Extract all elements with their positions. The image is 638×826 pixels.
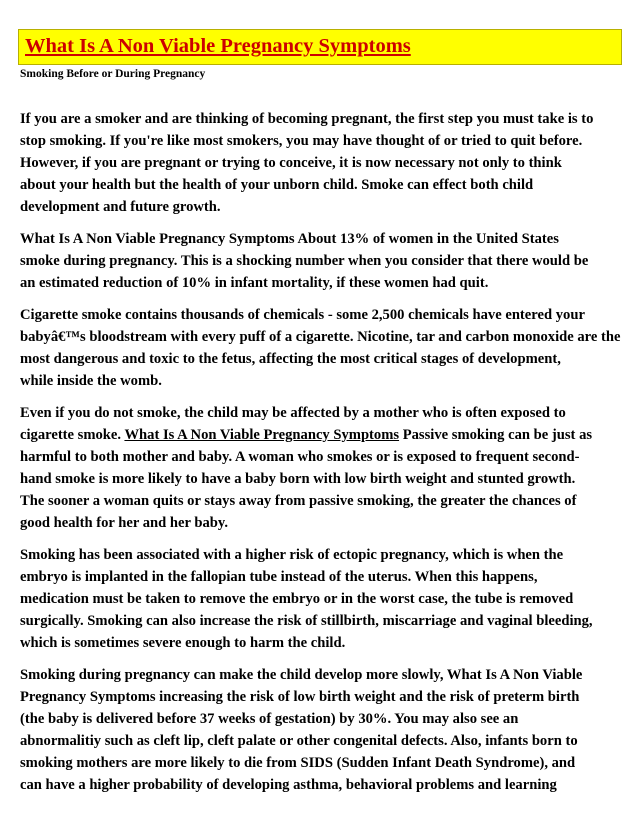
page-title: What Is A Non Viable Pregnancy Symptoms [25,35,411,57]
text-line: smoking mothers are more likely to die from SIDS (Sudden Infant Death Syndrome), and [20,755,576,771]
text-line: stop smoking. If you're like most smokers, you may have thought of or tried to quit before. [20,133,583,149]
paragraph-5 [20,544,638,654]
text-line: most dangerous and toxic to the fetus, affecting the most critical stages of development, [20,351,561,367]
text-line: babyâ€™s bloodstream with every puff of a cigarette. Nicotine, tar and carbon monoxide are the [20,329,621,345]
text-line: If you are a smoker and are thinking of becoming pregnant, the first step you must take is to [20,111,594,127]
text-line: smoke during pregnancy. This is a shocking number when you consider that there would be [20,253,589,269]
text-line: surgically. Smoking can also increase the risk of stillbirth, miscarriage and vaginal bleeding, [20,613,593,629]
text-line: can have a higher probability of developing asthma, behavioral problems and learning [20,777,557,793]
text-line: The sooner a woman quits or stays away from passive smoking, the greater the chances of [20,493,577,509]
paragraph-1 [20,108,638,218]
page-subtitle: Smoking Before or During Pregnancy [20,68,206,80]
text-line: embryo is implanted in the fallopian tube instead of the uterus. When this happens, [20,569,538,585]
paragraph-6 [20,664,638,796]
text-line: What Is A Non Viable Pregnancy Symptoms About 13% of women in the United States [20,231,559,247]
article-body [20,108,638,806]
text-line: while inside the womb. [20,373,162,389]
paragraph-3 [20,304,638,392]
text-line: However, if you are pregnant or trying to conceive, it is now necessary not only to think [20,155,562,171]
text-line: about your health but the health of your unborn child. Smoke can effect both child [20,177,534,193]
text-segment: Passive smoking can be just as [399,427,593,443]
text-line: (the baby is delivered before 37 weeks of gestation) by 30%. You may also see an [20,711,519,727]
text-line: development and future growth. [20,199,221,215]
text-line: Even if you do not smoke, the child may be affected by a mother who is often exposed to [20,405,566,421]
text-line: abnormalitiy such as cleft lip, cleft palate or other congenital defects. Also, infants born to [20,733,578,749]
text-line: harmful to both mother and baby. A woman who smokes or is exposed to frequent second- [20,449,580,465]
text-line-with-link [20,424,638,446]
text-line: hand smoke is more likely to have a baby born with low birth weight and stunted growth. [20,471,576,487]
text-line: Smoking during pregnancy can make the child develop more slowly, What Is A Non Viable [20,667,583,683]
paragraph-2 [20,228,638,294]
text-line: medication must be taken to remove the embryo or in the worst case, the tube is removed [20,591,574,607]
text-line: an estimated reduction of 10% in infant mortality, if these women had quit. [20,275,489,291]
paragraph-4 [20,402,638,534]
text-segment: cigarette smoke. [20,427,125,443]
text-line: Pregnancy Symptoms increasing the risk of low birth weight and the risk of preterm birth [20,689,580,705]
text-line: Smoking has been associated with a higher risk of ectopic pregnancy, which is when the [20,547,564,563]
text-line: which is sometimes severe enough to harm the child. [20,635,346,651]
text-line: good health for her and her baby. [20,515,229,531]
text-line: Cigarette smoke contains thousands of chemicals - some 2,500 chemicals have entered your [20,307,585,323]
title-banner [18,29,622,65]
article-link[interactable]: What Is A Non Viable Pregnancy Symptoms [124,427,400,443]
